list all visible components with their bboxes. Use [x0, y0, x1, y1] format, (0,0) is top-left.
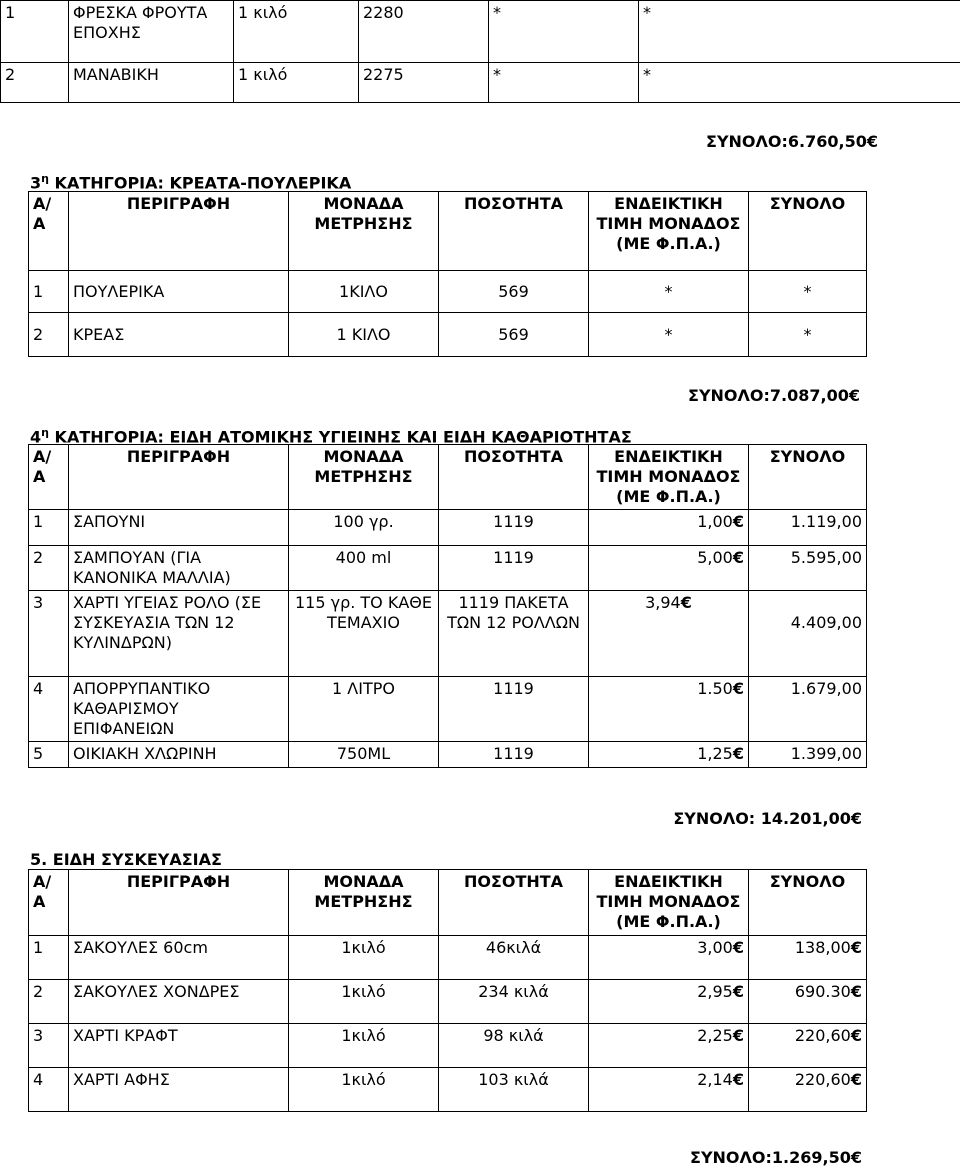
cell-aa: 1: [29, 510, 69, 546]
header-aa: Α/ Α: [29, 445, 69, 510]
cell-aa: 4: [29, 1068, 69, 1112]
cat3-total-text: ΣΥΝΟΛΟ:7.087,00: [688, 386, 849, 405]
table-row: [29, 546, 867, 591]
cell-total: *: [639, 63, 960, 103]
euro-sign: €: [850, 938, 862, 957]
cell-qty: 2280: [359, 1, 489, 63]
cat5-total-text: ΣΥΝΟΛΟ:1.269,50: [690, 1148, 851, 1167]
cell-aa: 1: [29, 271, 69, 313]
cell-desc: ΠΟΥΛΕΡΙΚΑ: [69, 271, 289, 313]
cell-qty: 1119: [439, 677, 589, 742]
euro-sign: €: [732, 938, 744, 957]
header-price: ΕΝΔΕΙΚΤΙΚΗ ΤΙΜΗ ΜΟΝΑΔΟΣ (ΜΕ Φ.Π.Α.): [589, 870, 749, 936]
cell-aa: 4: [29, 677, 69, 742]
cell-unit: 100 γρ.: [289, 510, 439, 546]
table-header-row: [29, 192, 867, 271]
cat5-title-text: 5. ΕΙΔΗ ΣΥΣΚΕΥΑΣΙΑΣ: [30, 850, 222, 869]
cell-price: *: [489, 63, 639, 103]
euro-sign: €: [732, 982, 744, 1001]
cell-unit: 1 κιλό: [234, 63, 359, 103]
cell-qty: 1119: [439, 510, 589, 546]
cell-price: [589, 546, 749, 591]
cell-price: *: [489, 1, 639, 63]
cell-aa: 2: [29, 980, 69, 1024]
price-value: 2,14: [697, 1070, 733, 1089]
euro-sign: €: [732, 1026, 744, 1045]
cat4-total-text: ΣΥΝΟΛΟ: 14.201,00: [673, 809, 851, 828]
cell-qty: 569: [439, 313, 589, 357]
cell-unit: 115 γρ. ΤΟ ΚΑΘΕ ΤΕΜΑΧΙΟ: [289, 591, 439, 677]
euro-sign: €: [732, 744, 744, 763]
cat3-total: [688, 386, 860, 405]
cell-price: [589, 591, 749, 677]
cat2-total-text: ΣΥΝΟΛΟ:6.760,50: [706, 132, 867, 151]
euro-sign: €: [850, 1148, 862, 1167]
cell-desc: ΜΑΝΑΒΙΚΗ: [69, 63, 234, 103]
cell-qty: 103 κιλά: [439, 1068, 589, 1112]
price-value: 3,94: [645, 593, 681, 612]
table-row: [29, 1068, 867, 1112]
total-value: 220,60: [794, 1070, 851, 1089]
cell-price: *: [589, 313, 749, 357]
cell-price: [589, 1068, 749, 1112]
cell-total: 1.119,00: [749, 510, 867, 546]
total-value: 138,00: [794, 938, 851, 957]
table-row: [29, 677, 867, 742]
cell-price: [589, 510, 749, 546]
header-total: ΣΥΝΟΛΟ: [749, 192, 867, 271]
cell-desc: ΣΑΠΟΥΝΙ: [69, 510, 289, 546]
table-row: [29, 980, 867, 1024]
table-row: [29, 1024, 867, 1068]
cell-unit: 1κιλό: [289, 1068, 439, 1112]
table-row: [29, 742, 867, 768]
cat5-table: [28, 869, 867, 1112]
table-row: [29, 271, 867, 313]
table-header-row: [29, 870, 867, 936]
cell-desc: ΧΑΡΤΙ ΚΡΑΦΤ: [69, 1024, 289, 1068]
price-value: 3,00: [697, 938, 733, 957]
euro-sign: €: [850, 1026, 862, 1045]
cell-price: [589, 936, 749, 980]
cell-total: [749, 1024, 867, 1068]
header-unit: ΜΟΝΑΔΑ ΜΕΤΡΗΣΗΣ: [289, 445, 439, 510]
cell-total: *: [749, 271, 867, 313]
cell-total: [749, 936, 867, 980]
cell-unit: 1 κιλό: [234, 1, 359, 63]
price-value: 1,25: [697, 744, 733, 763]
cell-total: 1.679,00: [749, 677, 867, 742]
cell-aa: 2: [29, 546, 69, 591]
cell-aa: 2: [1, 63, 69, 103]
cell-unit: 400 ml: [289, 546, 439, 591]
euro-sign: €: [732, 679, 744, 698]
euro-sign: €: [732, 1070, 744, 1089]
euro-sign: €: [850, 982, 862, 1001]
price-value: 1,00: [697, 512, 733, 531]
euro-sign: €: [866, 132, 878, 151]
cell-qty: 1119: [439, 742, 589, 768]
price-value: 2,95: [697, 982, 733, 1001]
cat4-title-num: 4: [30, 427, 42, 447]
cell-aa: 1: [1, 1, 69, 63]
cell-price: *: [589, 271, 749, 313]
price-value: 2,25: [697, 1026, 733, 1045]
cat2-total: [706, 132, 878, 151]
cell-price: [589, 980, 749, 1024]
cell-desc: ΧΑΡΤΙ ΥΓΕΙΑΣ ΡΟΛΟ (ΣΕ ΣΥΣΚΕΥΑΣΙΑ ΤΩΝ 12 ΚΥΛΙΝΔΡΩΝ): [69, 591, 289, 677]
cell-unit: 1κιλό: [289, 1024, 439, 1068]
cell-unit: 1ΚΙΛΟ: [289, 271, 439, 313]
price-value: 5,00: [697, 548, 733, 567]
cell-desc: ΟΙΚΙΑΚΗ ΧΛΩΡΙΝΗ: [69, 742, 289, 768]
cell-desc: ΚΡΕΑΣ: [69, 313, 289, 357]
cell-desc: ΣΑΚΟΥΛΕΣ ΧΟΝΔΡΕΣ: [69, 980, 289, 1024]
table-row: [29, 936, 867, 980]
total-value: 690.30: [794, 982, 851, 1001]
cell-unit: 750ML: [289, 742, 439, 768]
cat3-title-num: 3: [30, 173, 42, 193]
cell-price: [589, 1024, 749, 1068]
cat4-table: [28, 444, 867, 768]
cell-qty: 234 κιλά: [439, 980, 589, 1024]
header-total: ΣΥΝΟΛΟ: [749, 870, 867, 936]
table-header-row: [29, 445, 867, 510]
cell-aa: 2: [29, 313, 69, 357]
cell-desc: ΧΑΡΤΙ ΑΦΗΣ: [69, 1068, 289, 1112]
euro-sign: €: [732, 512, 744, 531]
cell-aa: 5: [29, 742, 69, 768]
cell-desc: ΦΡΕΣΚΑ ΦΡΟΥΤΑ ΕΠΟΧΗΣ: [69, 1, 234, 63]
cell-total: [749, 980, 867, 1024]
cat3-table: [28, 191, 867, 357]
cell-qty: 98 κιλά: [439, 1024, 589, 1068]
cat5-total: [690, 1148, 862, 1167]
cell-unit: 1 ΚΙΛΟ: [289, 313, 439, 357]
cell-qty: 1119 ΠΑΚΕΤΑ ΤΩΝ 12 ΡΟΛΛΩΝ: [439, 591, 589, 677]
cell-aa: 3: [29, 1024, 69, 1068]
header-qty: ΠΟΣΟΤΗΤΑ: [439, 192, 589, 271]
cell-qty: 1119: [439, 546, 589, 591]
cell-qty: 46κιλά: [439, 936, 589, 980]
cell-total: *: [639, 1, 960, 63]
header-price: ΕΝΔΕΙΚΤΙΚΗ ΤΙΜΗ ΜΟΝΑΔΟΣ (ΜΕ Φ.Π.Α.): [589, 192, 749, 271]
cell-aa: 3: [29, 591, 69, 677]
header-qty: ΠΟΣΟΤΗΤΑ: [439, 870, 589, 936]
cell-total: 1.399,00: [749, 742, 867, 768]
table-row: [29, 591, 867, 677]
euro-sign: €: [848, 386, 860, 405]
cat5-title: [30, 850, 222, 869]
euro-sign: €: [680, 593, 692, 612]
cat3-title: [30, 172, 351, 192]
table-row: [29, 313, 867, 357]
header-unit: ΜΟΝΑΔΑ ΜΕΤΡΗΣΗΣ: [289, 192, 439, 271]
cell-total: 5.595,00: [749, 546, 867, 591]
cell-price: [589, 742, 749, 768]
cat2-table: [0, 0, 960, 103]
cell-desc: ΑΠΟΡΡΥΠΑΝΤΙΚΟ ΚΑΘΑΡΙΣΜΟΥ ΕΠΙΦΑΝΕΙΩΝ: [69, 677, 289, 742]
header-total: ΣΥΝΟΛΟ: [749, 445, 867, 510]
cat3-title-sup: η: [41, 172, 49, 185]
header-price: ΕΝΔΕΙΚΤΙΚΗ ΤΙΜΗ ΜΟΝΑΔΟΣ (ΜΕ Φ.Π.Α.): [589, 445, 749, 510]
cell-total: *: [749, 313, 867, 357]
cat4-total: [673, 809, 862, 828]
header-desc: ΠΕΡΙΓΡΑΦΗ: [69, 870, 289, 936]
header-desc: ΠΕΡΙΓΡΑΦΗ: [69, 445, 289, 510]
header-qty: ΠΟΣΟΤΗΤΑ: [439, 445, 589, 510]
table-row: [1, 1, 960, 63]
cell-price: [589, 677, 749, 742]
header-desc: ΠΕΡΙΓΡΑΦΗ: [69, 192, 289, 271]
cell-qty: 2275: [359, 63, 489, 103]
euro-sign: €: [732, 548, 744, 567]
cell-desc: ΣΑΚΟΥΛΕΣ 60cm: [69, 936, 289, 980]
cat4-title-sup: η: [41, 426, 49, 439]
cell-qty: 569: [439, 271, 589, 313]
table-row: [29, 510, 867, 546]
euro-sign: €: [850, 809, 862, 828]
cat3-title-text: ΚΑΤΗΓΟΡΙΑ: ΚΡΕΑΤΑ-ΠΟΥΛΕΡΙΚΑ: [48, 173, 352, 193]
cell-total: [749, 1068, 867, 1112]
cell-unit: 1κιλό: [289, 936, 439, 980]
cell-aa: 1: [29, 936, 69, 980]
table-row: [1, 63, 960, 103]
header-aa: Α/ Α: [29, 192, 69, 271]
header-aa: Α/ Α: [29, 870, 69, 936]
cell-unit: 1 ΛΙΤΡΟ: [289, 677, 439, 742]
cell-unit: 1κιλό: [289, 980, 439, 1024]
cell-total: 4.409,00: [749, 591, 867, 677]
euro-sign: €: [850, 1070, 862, 1089]
total-value: 220,60: [794, 1026, 851, 1045]
header-unit: ΜΟΝΑΔΑ ΜΕΤΡΗΣΗΣ: [289, 870, 439, 936]
cat4-title-text: ΚΑΤΗΓΟΡΙΑ: ΕΙΔΗ ΑΤΟΜΙΚΗΣ ΥΓΙΕΙΝΗΣ ΚΑΙ ΕΙΔΗ ΚΑΘΑΡΙΟΤΗΤΑΣ: [48, 427, 632, 447]
price-value: 1.50: [697, 679, 733, 698]
cell-desc: ΣΑΜΠΟΥΑΝ (ΓΙΑ ΚΑΝΟΝΙΚΑ ΜΑΛΛΙΑ): [69, 546, 289, 591]
